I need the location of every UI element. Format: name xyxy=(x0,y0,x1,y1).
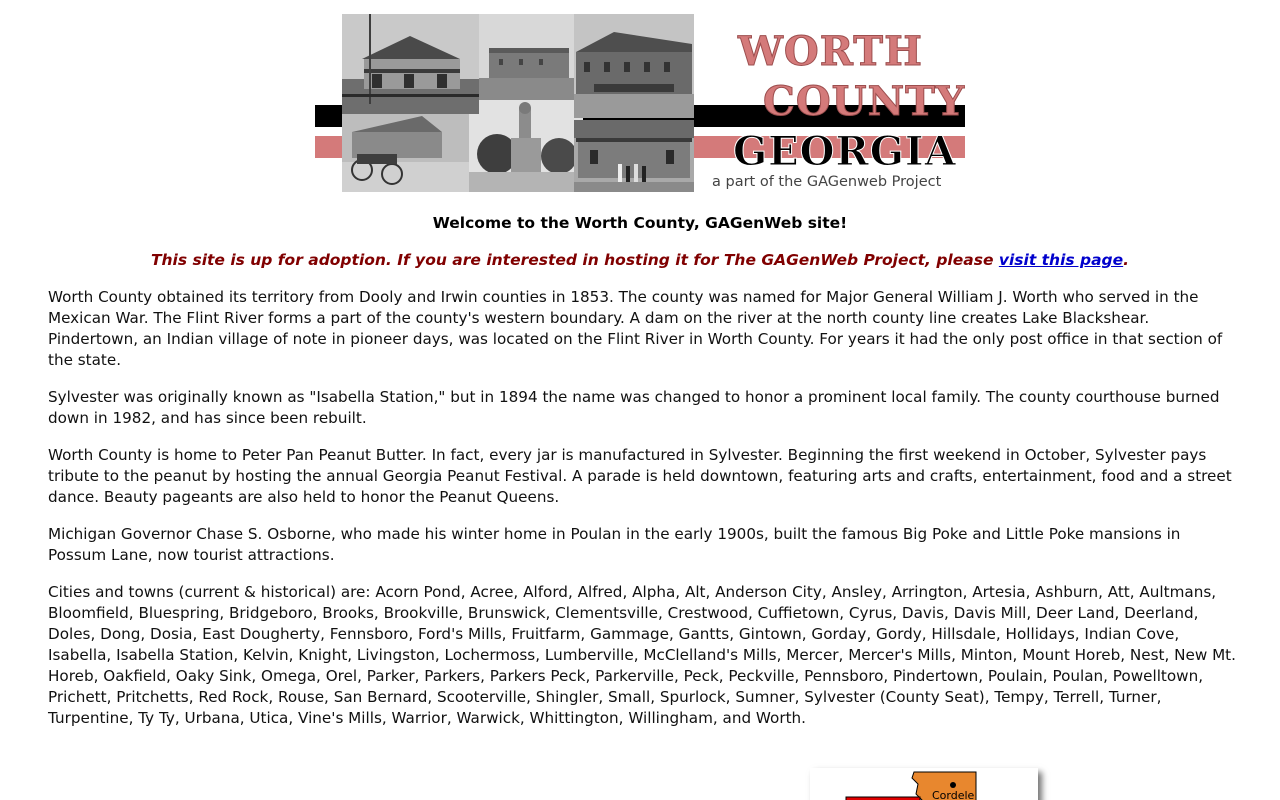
adoption-notice xyxy=(0,251,1280,269)
banner-subtitle: a part of the GAGenweb Project xyxy=(712,174,942,190)
county-locator-map xyxy=(810,768,1038,800)
history-paragraph: Worth County obtained its territory from Dooly and Irwin counties in 1853. The county was named for Major General William J. Worth who served in the Mexican War. The Flint River forms a part of the county's western boundary. A dam on the river at the north county line creates Lake Blackshear. Pindertown, an Indian village of note in pioneer days, was located on the Flint River in Worth County. For years it had the only post office in that section of the state. xyxy=(48,288,1223,369)
historic-courthouse-photo xyxy=(467,100,583,192)
sylvester-paragraph: Sylvester was originally known as "Isabella Station," but in 1894 the name was changed to honor a prominent local family. The county courthouse burned down in 1982, and has since been rebuilt. xyxy=(48,388,1220,427)
adoption-text: This site is up for adoption. If you are interested in hosting it for The GAGenWeb Project, please xyxy=(150,251,999,269)
historic-brick-building-photo xyxy=(574,14,694,118)
banner-title-worth: WORTH xyxy=(738,28,923,75)
adoption-text-end: . xyxy=(1123,251,1130,269)
cordele-dot-icon xyxy=(950,782,956,788)
historic-wagon-store-photo xyxy=(342,112,469,192)
welcome-heading: Welcome to the Worth County, GAGenWeb site! xyxy=(432,214,848,232)
banner-title-county: COUNTY xyxy=(763,78,965,125)
governor-paragraph: Michigan Governor Chase S. Osborne, who made his winter home in Poulan in the early 1900s, built the famous Big Poke and Little Poke mansions in Possum Lane, now tourist attractions. xyxy=(48,525,1181,564)
peanut-paragraph: Worth County is home to Peter Pan Peanut Butter. In fact, every jar is manufactured in Sylvester. Beginning the first weekend in October, Sylvester pays tribute to the peanut by hosting the annual Georgia Peanut Festival. A parade is held downtown, featuring arts and crafts, entertainment, food and a street dance. Beauty pageants are also held to honor the Peanut Queens. xyxy=(48,446,1232,506)
main-content xyxy=(48,287,1240,745)
map-city-label: Cordele xyxy=(932,789,975,800)
historic-mill-photo xyxy=(479,14,575,100)
visit-this-page-link[interactable]: visit this page xyxy=(998,251,1124,269)
banner-title-georgia: GEORGIA xyxy=(733,128,957,175)
cities-towns-paragraph: Cities and towns (current & historical) are: Acorn Pond, Acree, Alford, Alfred, Alpha, Alt, Anderson City, Ansley, Arrington, Artesia, Ashburn, Att, Aultmans, Bloomfield, Bluespring, Bridgeboro, Brooks, Brookville, Brunswick, Clementsville, Crestwood, Cuffietown, Cyrus, Davis, Davis Mill, Deer Land, Deerland, Doles, Dong, Dosia, East Dougherty, Fennsboro, Ford's Mills, Fruitfarm, Gammage, Gantts, Gintown, Gorday, Gordy, Hillsdale, Hollidays, Indian Cove, Isabella, Isabella Station, Kelvin, Knight, Livingston, Lochermoss, Lumberville, McClelland's Mills, Mercer, Mercer's Mills, Minton, Mount Horeb, Nest, New Mt. Horeb, Oakfield, Oaky Sink, Omega, Orel, Parker, Parkers, Parkers Peck, Parkerville, Peck, Peckville, Pennsboro, Pindertown, Poulain, Poulan, Powelltown, Prichett, Pritchetts, Red Rock, Rouse, San Bernard, Scooterville, Shingler, Small, Spurlock, Sumner, Sylvester (County Seat), Tempy, Terrell, Turner, Turpentine, Ty Ty, Urbana, Utica, Vine's Mills, Warrior, Warwick, Whittington, Willingham, and Worth. xyxy=(48,583,1236,727)
historic-house-photo xyxy=(342,14,479,114)
historic-porch-family-photo xyxy=(574,120,694,192)
worth-county-banner xyxy=(315,12,965,198)
